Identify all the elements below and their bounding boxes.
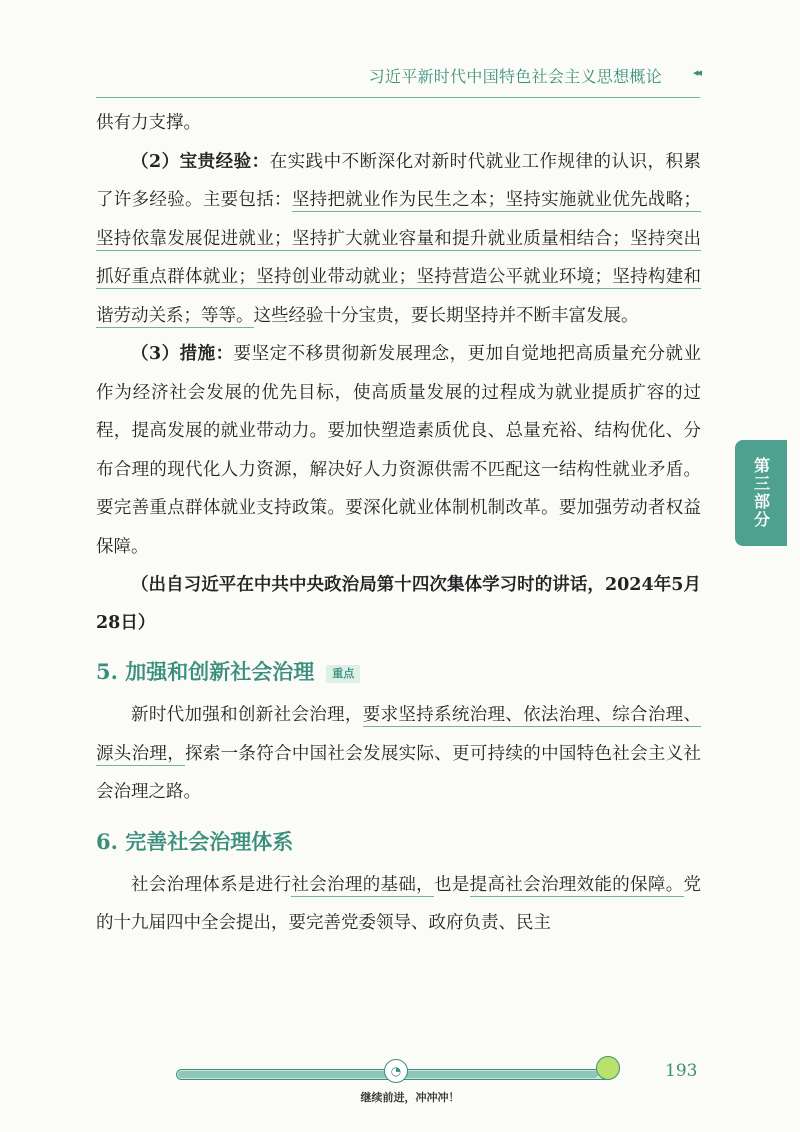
intro-line: 供有力支撑。 — [96, 113, 201, 133]
section-6-highlight-1: 社会治理的基础， — [291, 874, 434, 895]
section-5-text-1: 新时代加强和创新社会治理， — [131, 705, 363, 725]
section-5-paragraph — [96, 696, 701, 812]
part-tab-label: 第三部分 — [751, 457, 771, 529]
double-arrow-icon: ◂◂ — [692, 66, 700, 79]
section-6-text-2: 也是 — [434, 874, 470, 895]
experience-text-2: 这些经验十分宝贵，要长期坚持并不断丰富发展。 — [253, 305, 639, 326]
experience-label: （2）宝贵经验： — [131, 151, 270, 172]
experience-paragraph — [96, 143, 701, 336]
experience-highlight: 坚持把就业作为民生之本；坚持实施就业优先战略；坚持依靠发展促进就业；坚持扩大就业容量和提升就业质量相结合；坚持突出抓好重点群体就业；坚持创业带动就业；坚持营造公平就业环境；坚持构建和谐劳动关系；等等。 — [96, 190, 702, 326]
part-tab[interactable] — [735, 440, 787, 546]
page-body — [96, 104, 701, 943]
experience-text-1: 在实践中不断深化对新时代就业工作规律的认识，积累了许多经验。主要包括： — [96, 151, 701, 210]
page-number: 193 — [665, 1061, 698, 1081]
footer-character-icon: ◔ — [384, 1059, 408, 1083]
section-6-highlight-2: 提高社会治理效能的保障。 — [469, 874, 684, 895]
key-point-badge: 重点 — [326, 665, 360, 683]
header-divider — [96, 97, 700, 98]
measures-paragraph — [96, 335, 701, 566]
measures-label: （3）措施： — [131, 344, 234, 364]
section-5-text-2: 探索一条符合中国社会发展实际、更可持续的中国特色社会主义社会治理之路。 — [96, 743, 701, 802]
source-citation: （出自习近平在中共中央政治局第十四次集体学习时的讲话，2024年5月28日） — [96, 575, 701, 633]
footer-motto: 继续前进，冲冲冲！ — [360, 1091, 460, 1104]
section-5-highlight: 要求坚持系统治理、依法治理、综合治理、源头治理， — [96, 705, 702, 764]
section-6-title: 6. 完善社会治理体系 — [96, 828, 294, 854]
section-5-title: 5. 加强和创新社会治理 — [96, 659, 315, 684]
section-5-heading — [96, 654, 701, 690]
running-header-title: 习近平新时代中国特色社会主义思想概论 — [368, 67, 662, 86]
section-6-paragraph — [96, 866, 701, 943]
section-6-text-3: 党的十九届四中全会提出，要完善党委领导、政府负责、民主 — [96, 874, 702, 933]
section-6-heading — [96, 824, 701, 860]
measures-text: 要坚定不移贯彻新发展理念，更加自觉地把高质量充分就业作为经济社会发展的优先目标，使高质量发展的过程成为就业提质扩容的过程，提高发展的就业带动力。要加快塑造素质优良、总量充裕、结构优化、分布合理的现代化人力资源，解决好人力资源供需不匹配这一结构性就业矛盾。要完善重点群体就业支持政策。要深化就业体制机制改革。要加强劳动者权益保障。 — [96, 344, 701, 557]
footer-ball-icon — [596, 1056, 620, 1080]
section-6-text-1: 社会治理体系是进行 — [131, 874, 292, 895]
